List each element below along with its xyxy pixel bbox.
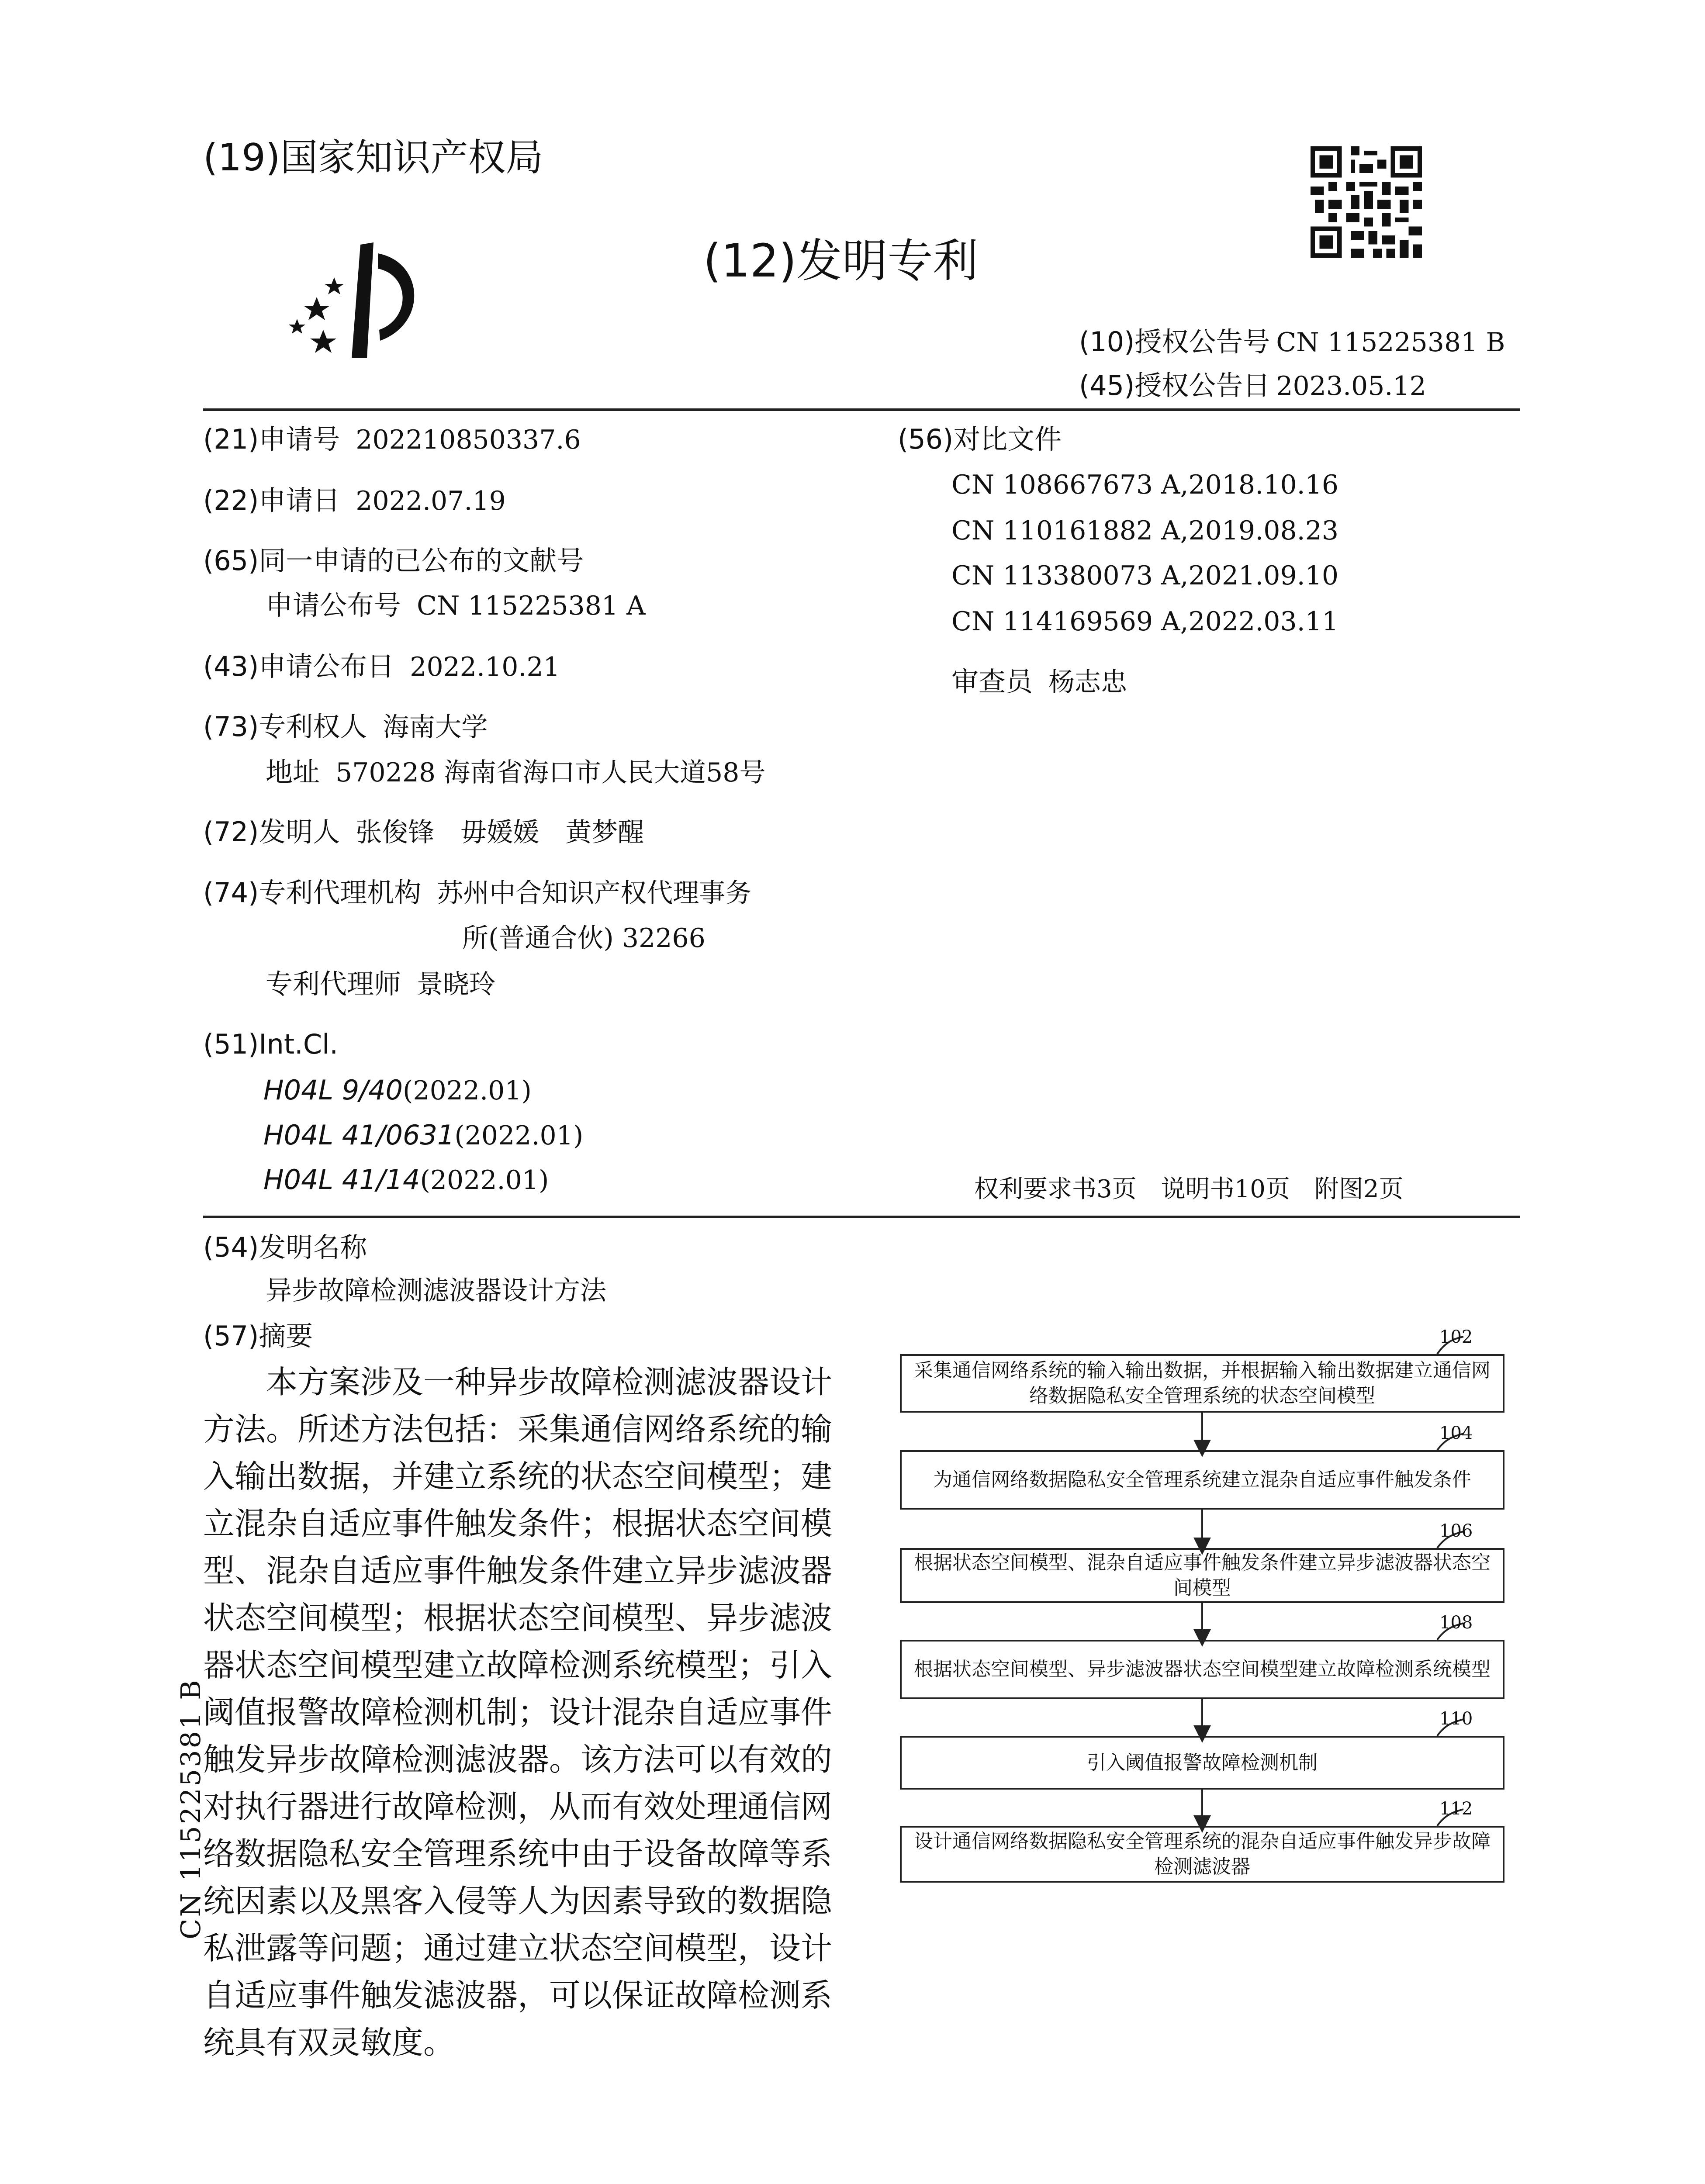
ipc-label: (51)Int.Cl. [203, 1028, 339, 1060]
app-date-row [203, 484, 506, 516]
app-date-label: (22)申请日 [203, 484, 340, 516]
examiner-label: 审查员 [951, 666, 1033, 698]
step-number: 112 [1439, 1799, 1473, 1819]
document-type: (12)发明专利 [703, 234, 979, 287]
agent-row [266, 968, 496, 1000]
prior-pub-no: CN 115225381 A [417, 591, 646, 621]
agent-label: 专利代理师 [266, 968, 401, 1000]
ipc-code: H04L 41/0631 [263, 1119, 455, 1151]
ipc-row [263, 1164, 549, 1196]
app-no-label: (21)申请号 [203, 423, 340, 455]
qr-code-icon [1311, 146, 1422, 258]
app-no: 202210850337.6 [356, 425, 581, 455]
agent: 景晓玲 [417, 969, 496, 1000]
side-publication-number: CN 115225381 B [175, 1678, 207, 1939]
flowchart-step: 为通信网络数据隐私安全管理系统建立混杂自适应事件触发条件 [900, 1450, 1504, 1510]
cnipa-logo-icon [280, 236, 446, 363]
patentee-label: (73)专利权人 [203, 711, 367, 743]
pub-date: 2022.10.21 [410, 652, 560, 682]
step-number: 110 [1439, 1709, 1473, 1729]
grant-pub-no: CN 115225381 B [1276, 327, 1505, 358]
address-row [266, 756, 766, 788]
abstract-text: 本方案涉及一种异步故障检测滤波器设计方法。所述方法包括：采集通信网络系统的输入输出数据，并建立系统的状态空间模型；建立混杂自适应事件触发条件；根据状态空间模型、混杂自适应事件触发条件建立异步滤波器状态空间模型；根据状态空间模型、异步滤波器状态空间模型建立故障检测系统模型；引入阈值报警故障检测机制；设计混杂自适应事件触发异步故障检测滤波器。该方法可以有效的对执行器进行故障检测，从而有效处理通信网络数据隐私安全管理系统中由于设备故障等系统因素以及黑客入侵等人为因素导致的数据隐私泄露等问题；通过建立状态空间模型，设计自适应事件触发滤波器，可以保证故障检测系统具有双灵敏度。 [203, 1364, 833, 2061]
app-no-row [203, 423, 581, 455]
inventors-label: (72)发明人 [203, 816, 340, 848]
prior-pub-row [203, 545, 584, 577]
ipc-version: (2022.01) [403, 1075, 532, 1106]
prior-pub-no-label: 申请公布号 [266, 589, 401, 621]
citation-item: CN 110161882 A,2019.08.23 [951, 515, 1339, 546]
address-label: 地址 [266, 756, 320, 788]
step-number: 108 [1439, 1613, 1473, 1633]
grant-pub-date-label: (45)授权公告日 [1079, 370, 1270, 401]
agency-label: (74)专利代理机构 [203, 877, 422, 909]
flowchart-step: 设计通信网络数据隐私安全管理系统的混杂自适应事件触发异步故障检测滤波器 [900, 1826, 1504, 1883]
flowchart-step: 引入阈值报警故障检测机制 [900, 1736, 1504, 1790]
office-name: (19)国家知识产权局 [203, 136, 543, 180]
section-divider [203, 1216, 1520, 1218]
invention-title: 异步故障检测滤波器设计方法 [266, 1275, 606, 1306]
patentee: 海南大学 [383, 712, 488, 743]
pub-date-row [203, 650, 560, 682]
citations-label: (56)对比文件 [898, 423, 1062, 455]
citation-item: CN 113380073 A,2021.09.10 [951, 560, 1339, 591]
agency-line1: 苏州中合知识产权代理事务 [437, 878, 752, 909]
ipc-row [263, 1074, 532, 1106]
header-divider [203, 408, 1520, 411]
flowchart-step: 根据状态空间模型、混杂自适应事件触发条件建立异步滤波器状态空间模型 [900, 1548, 1504, 1603]
step-number: 102 [1439, 1327, 1473, 1347]
agency-line2: 所(普通合伙) 32266 [462, 923, 706, 954]
page-counts: 权利要求书3页 说明书10页 附图2页 [974, 1175, 1404, 1203]
ipc-row [263, 1119, 584, 1151]
ipc-version: (2022.01) [454, 1120, 584, 1151]
ipc-code: H04L 41/14 [263, 1164, 420, 1196]
patentee-row [203, 711, 488, 743]
citation-item: CN 114169569 A,2022.03.11 [951, 606, 1339, 637]
address: 570228 海南省海口市人民大道58号 [335, 757, 766, 788]
abstract-label: (57)摘要 [203, 1320, 313, 1352]
flowchart-step: 根据状态空间模型、异步滤波器状态空间模型建立故障检测系统模型 [900, 1640, 1504, 1699]
citation-item: CN 108667673 A,2018.10.16 [951, 470, 1339, 500]
step-number: 106 [1439, 1521, 1473, 1541]
ipc-version: (2022.01) [420, 1165, 549, 1196]
examiner-row [951, 666, 1127, 698]
step-number: 104 [1439, 1423, 1473, 1443]
grant-pub-date: 2023.05.12 [1276, 371, 1426, 401]
grant-pub-no-row [1079, 328, 1505, 356]
grant-pub-date-row [1079, 372, 1426, 399]
app-date: 2022.07.19 [356, 486, 506, 516]
prior-pub-label: (65)同一申请的已公布的文献号 [203, 545, 584, 577]
inventors: 张俊锋 毋媛媛 黄梦醒 [356, 817, 644, 848]
prior-pub-no-row [266, 589, 646, 621]
flowchart-step: 采集通信网络系统的输入输出数据，并根据输入输出数据建立通信网络数据隐私安全管理系统的状态空间模型 [900, 1354, 1504, 1413]
agency-row [203, 877, 752, 909]
examiner: 杨志忠 [1048, 667, 1127, 698]
inventors-row [203, 816, 644, 848]
ipc-code: H04L 9/40 [263, 1074, 403, 1106]
grant-pub-no-label: (10)授权公告号 [1079, 326, 1270, 358]
title-label: (54)发明名称 [203, 1231, 367, 1263]
pub-date-label: (43)申请公布日 [203, 650, 394, 682]
flowchart-connectors [900, 1328, 1507, 1896]
